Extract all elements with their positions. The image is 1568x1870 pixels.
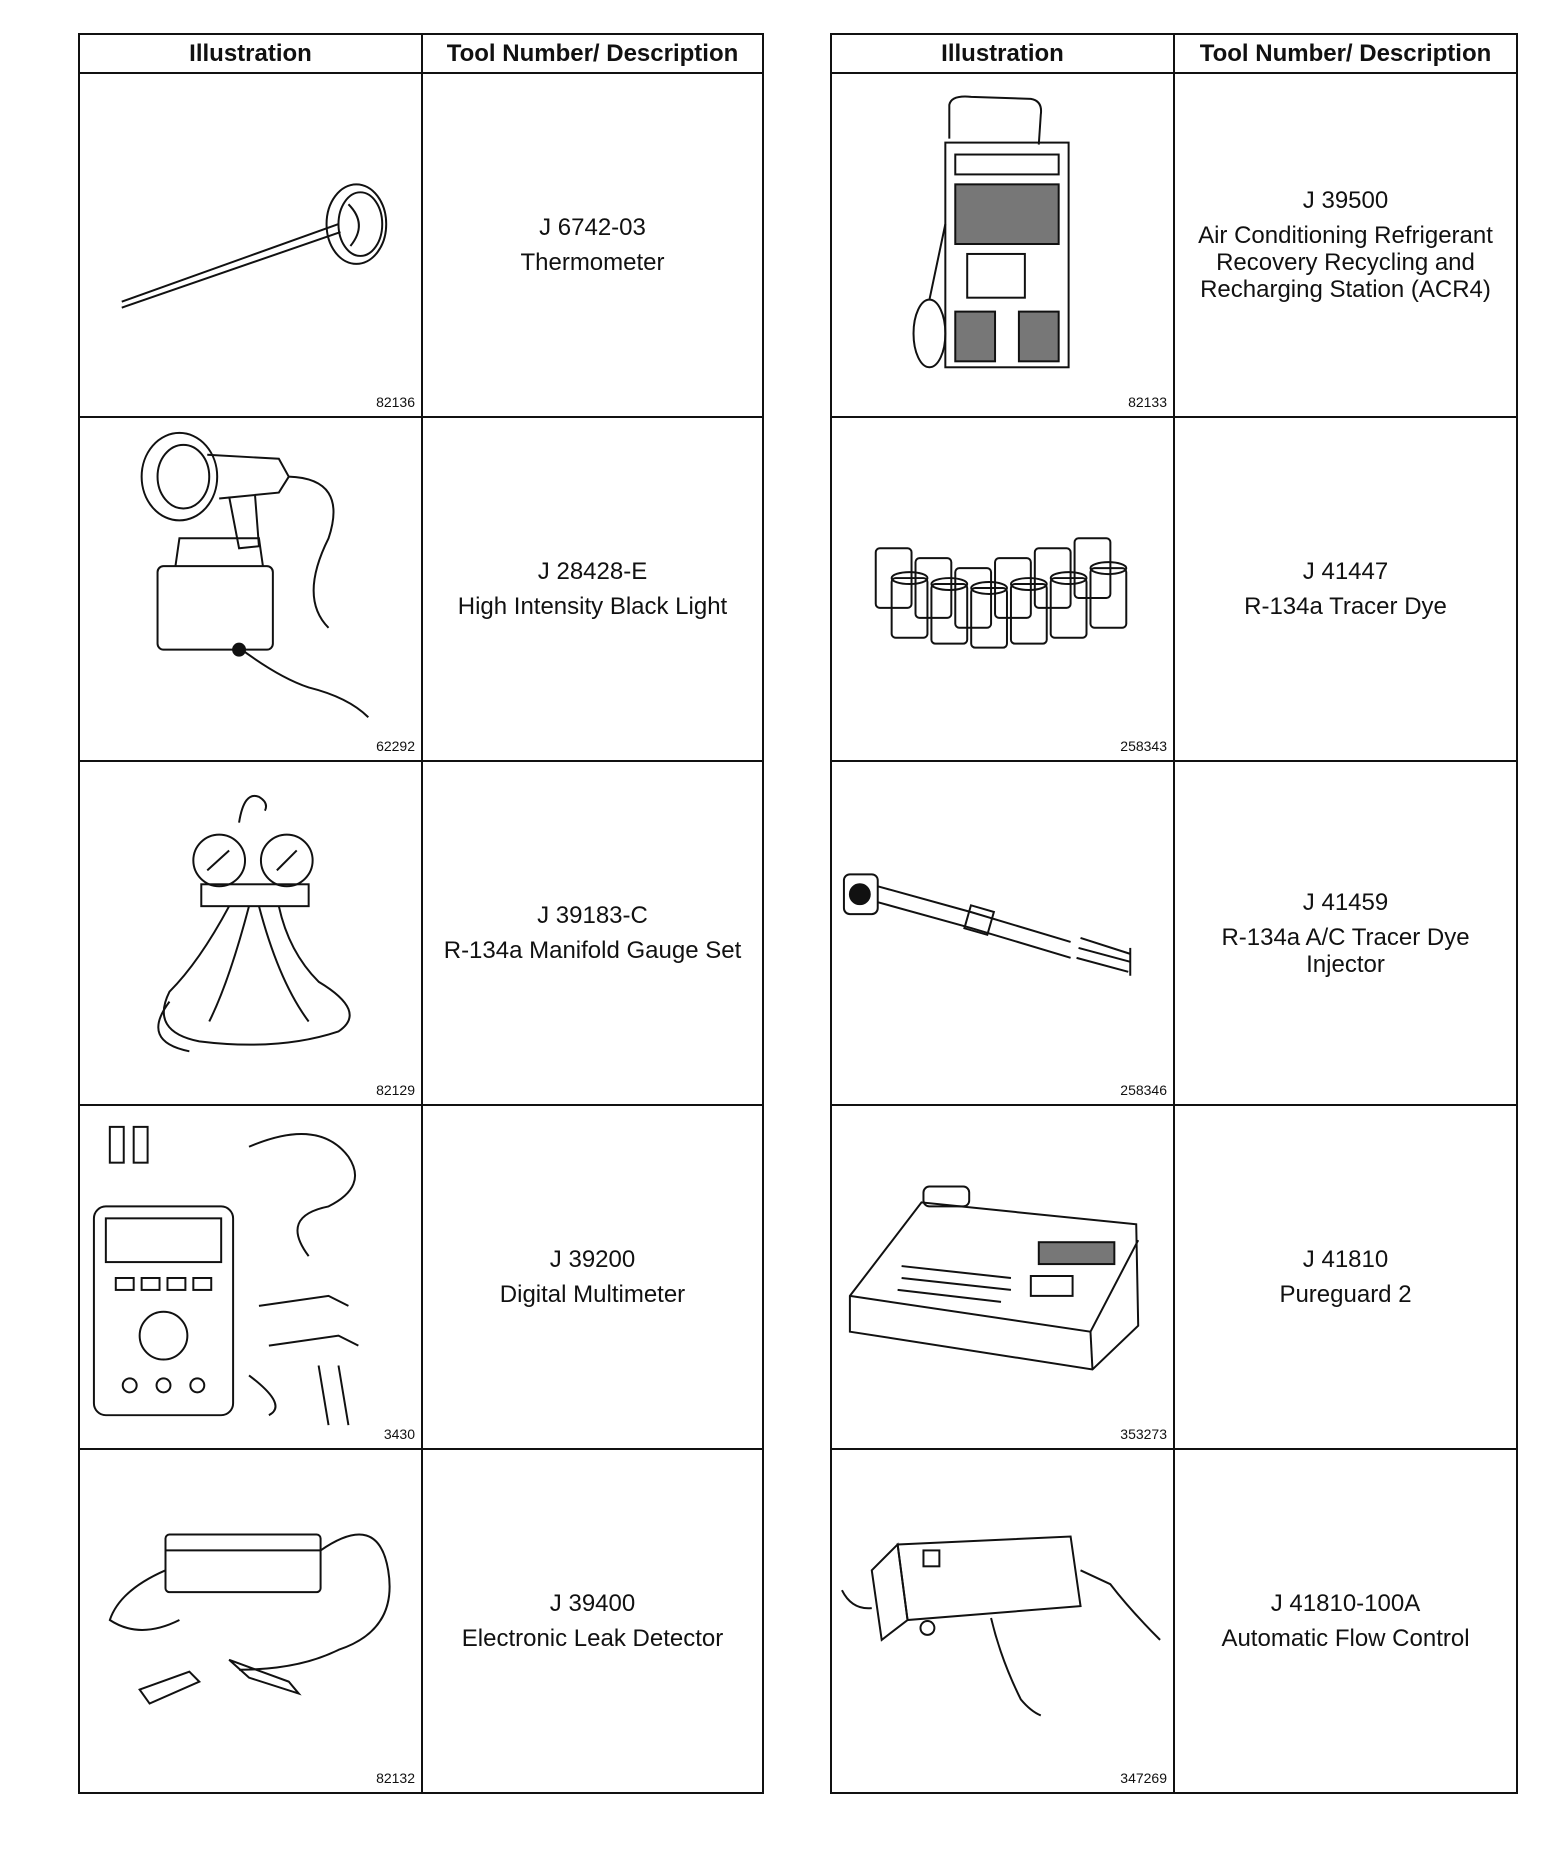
column-header-tool: Tool Number/ Description [422, 34, 763, 73]
tool-description-cell [422, 73, 763, 417]
figure-number: 82136 [376, 394, 415, 410]
tool-table-left [78, 33, 764, 1794]
tool-description: R-134a A/C Tracer Dye Injector [1221, 923, 1470, 978]
pureguard-icon [832, 1106, 1173, 1448]
tool-description: Digital Multimeter [499, 1281, 686, 1308]
dye-injector-icon [832, 762, 1173, 1104]
tool-description-cell [422, 1105, 763, 1449]
figure-number: 347269 [1120, 1770, 1167, 1786]
tool-description: Pureguard 2 [1279, 1281, 1412, 1308]
illustration-cell [79, 1105, 422, 1449]
table-row [831, 761, 1517, 1105]
tool-description: Electronic Leak Detector [461, 1625, 724, 1652]
tool-description-cell [1174, 417, 1517, 761]
recharging-station-icon [832, 74, 1173, 416]
dye-bottles-icon [832, 418, 1173, 760]
illustration-cell [79, 761, 422, 1105]
table-row [79, 1449, 763, 1793]
table-row [79, 1105, 763, 1449]
figure-number: 82133 [1128, 394, 1167, 410]
table-row [79, 417, 763, 761]
illustration-cell [831, 761, 1174, 1105]
tool-number: J 41810 [1302, 1246, 1389, 1273]
illustration-cell [831, 1449, 1174, 1793]
column-header-illustration: Illustration [831, 34, 1174, 73]
tool-number: J 28428-E [537, 558, 648, 585]
tool-table-right [830, 33, 1518, 1794]
tool-number: J 41810-100A [1270, 1590, 1421, 1617]
black-light-icon [80, 418, 421, 760]
tool-number: J 39500 [1302, 187, 1389, 214]
tool-description: Thermometer [520, 249, 665, 276]
illustration-cell [79, 1449, 422, 1793]
illustration-cell [831, 417, 1174, 761]
table-row [79, 73, 763, 417]
illustration-cell [79, 73, 422, 417]
illustration-cell [831, 1105, 1174, 1449]
tool-number: J 39200 [549, 1246, 636, 1273]
illustration-cell [831, 73, 1174, 417]
figure-number: 3430 [383, 1426, 415, 1442]
tool-description: R-134a Tracer Dye [1244, 593, 1447, 620]
tool-description-cell [1174, 761, 1517, 1105]
figure-number: 258346 [1120, 1082, 1167, 1098]
tool-number: J 6742-03 [539, 214, 646, 241]
table-row [79, 761, 763, 1105]
column-header-tool: Tool Number/ Description [1174, 34, 1517, 73]
tool-number: J 39183-C [537, 902, 648, 929]
tool-description-cell [422, 417, 763, 761]
column-header-illustration: Illustration [79, 34, 422, 73]
leak-detector-icon [80, 1450, 421, 1792]
tool-description-cell [1174, 73, 1517, 417]
tool-description-cell [1174, 1449, 1517, 1793]
tool-number: J 39400 [549, 1590, 636, 1617]
flow-control-icon [832, 1450, 1173, 1792]
tool-description: Air Conditioning Refrigerant Recovery Recycling and Recharging Station (ACR4) [1198, 222, 1493, 303]
table-header-row [831, 34, 1517, 73]
figure-number: 82132 [376, 1770, 415, 1786]
tool-number: J 41459 [1302, 888, 1389, 916]
figure-number: 62292 [376, 738, 415, 754]
gauge-set-icon [80, 762, 421, 1104]
tool-description-cell [1174, 1105, 1517, 1449]
multimeter-icon [80, 1106, 421, 1448]
table-header-row [79, 34, 763, 73]
table-row [831, 417, 1517, 761]
tool-description-cell [422, 1449, 763, 1793]
tool-description: Automatic Flow Control [1221, 1625, 1470, 1652]
tool-description: High Intensity Black Light [457, 593, 728, 620]
figure-number: 258343 [1120, 738, 1167, 754]
table-row [831, 1449, 1517, 1793]
illustration-cell [79, 417, 422, 761]
figure-number: 353273 [1120, 1426, 1167, 1442]
tool-description: R-134a Manifold Gauge Set [443, 937, 742, 964]
tool-description-cell [422, 761, 763, 1105]
table-row [831, 73, 1517, 417]
thermometer-icon [80, 74, 421, 416]
figure-number: 82129 [376, 1082, 415, 1098]
table-row [831, 1105, 1517, 1449]
tool-number: J 41447 [1302, 558, 1389, 585]
